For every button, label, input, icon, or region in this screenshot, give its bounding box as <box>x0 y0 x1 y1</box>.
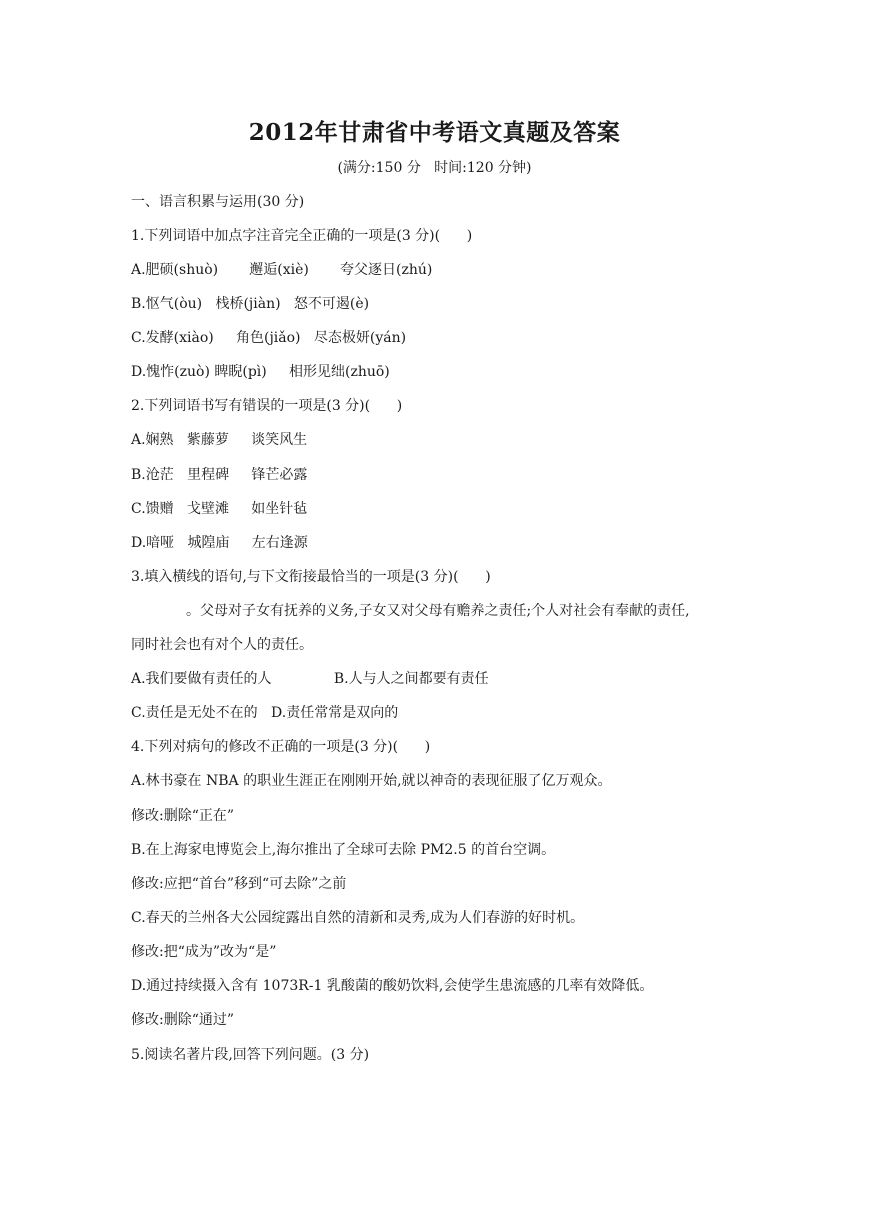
question-1-option-c: C.发酵(xiào) 角色(jiǎo) 尽态极妍(yán) <box>131 330 407 346</box>
question-1-option-b: B.怄气(òu) 栈桥(jiàn) 怒不可遏(è) <box>131 296 370 312</box>
question-3: 3.填入横线的语句,与下文衔接最恰当的一项是(3 分)( ) <box>131 569 491 585</box>
question-2: 2.下列词语书写有错误的一项是(3 分)( ) <box>131 398 403 414</box>
document-subtitle: (满分:150 分 时间:120 分钟) <box>337 160 532 176</box>
question-1: 1.下列词语中加点字注音完全正确的一项是(3 分)( ) <box>131 228 473 244</box>
question-4-option-c: C.春天的兰州各大公园绽露出自然的清新和灵秀,成为人们春游的好时机。 <box>131 910 585 926</box>
question-2-option-d: D.喑哑 城隍庙 左右逢源 <box>131 535 308 551</box>
question-3-passage-line-2: 同时社会也有对个人的责任。 <box>131 637 313 653</box>
question-4-option-a: A.林书豪在 NBA 的职业生涯正在刚刚开始,就以神奇的表现征服了亿万观众。 <box>131 773 612 789</box>
question-4-option-d-fix: 修改:删除“通过” <box>131 1012 235 1028</box>
document-title: 2012年甘肃省中考语文真题及答案 <box>248 119 621 146</box>
question-2-option-c: C.馈赠 戈壁滩 如坐针毡 <box>131 501 308 517</box>
question-5: 5.阅读名著片段,回答下列问题。(3 分) <box>131 1047 370 1063</box>
section-heading: 一、语言积累与运用(30 分) <box>131 194 305 210</box>
question-2-option-b: B.沧茫 里程碑 锋芒必露 <box>131 467 308 483</box>
question-4-option-d: D.通过持续摄入含有 1073R-1 乳酸菌的酸奶饮料,会使学生患流感的几率有效降低。 <box>131 978 654 994</box>
question-3-options-ab: A.我们要做有责任的人 B.人与人之间都要有责任 <box>131 671 489 687</box>
question-1-option-a: A.肥硕(shuò) 邂逅(xiè) 夸父逐日(zhú) <box>131 262 433 278</box>
question-4-option-a-fix: 修改:删除“正在” <box>131 808 235 824</box>
question-4-option-c-fix: 修改:把“成为”改为“是” <box>131 944 277 960</box>
question-4-option-b: B.在上海家电博览会上,海尔推出了全球可去除 PM2.5 的首台空调。 <box>131 842 556 858</box>
question-4: 4.下列对病句的修改不正确的一项是(3 分)( ) <box>131 739 431 755</box>
question-3-options-cd: C.责任是无处不在的 D.责任常常是双向的 <box>131 705 399 721</box>
question-4-option-b-fix: 修改:应把“首台”移到“可去除”之前 <box>131 876 347 892</box>
question-3-passage-line-1: 。父母对子女有抚养的义务,子女又对父母有赡养之责任;个人对社会有奉献的责任, <box>186 603 690 619</box>
question-2-option-a: A.娴熟 紫藤萝 谈笑风生 <box>131 432 308 448</box>
question-1-option-d: D.愧怍(zuò) 睥睨(pì) 相形见绌(zhuō) <box>131 364 390 380</box>
